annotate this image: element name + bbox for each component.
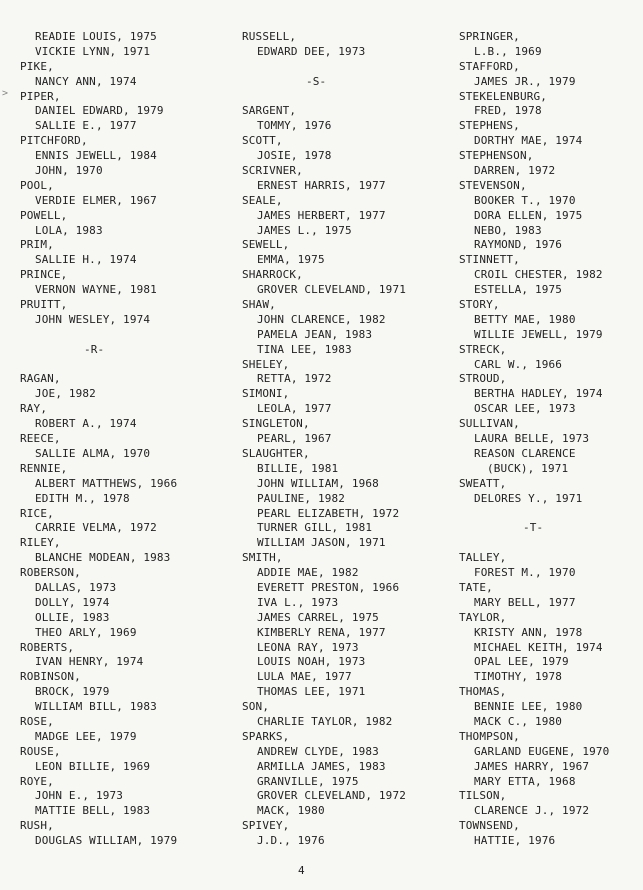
surname-heading: SPIVEY, xyxy=(242,819,290,833)
given-name-entry: IVA L., 1973 xyxy=(257,595,339,609)
surname-heading: PRUITT, xyxy=(20,298,68,312)
column-2 xyxy=(242,30,406,849)
given-name-entry: MACK, 1980 xyxy=(257,804,325,818)
given-name-entry: JAMES CARREL, 1975 xyxy=(257,610,379,624)
given-name-entry: L.B., 1969 xyxy=(474,44,542,58)
surname-heading: TATE, xyxy=(459,580,493,594)
given-name-entry: JOHN WESLEY, 1974 xyxy=(35,312,151,326)
blank-line xyxy=(242,90,406,105)
given-name-entry: NANCY ANN, 1974 xyxy=(35,74,137,88)
given-name-entry: HATTIE, 1976 xyxy=(474,834,556,848)
surname-heading: STROUD, xyxy=(459,372,507,386)
surname-heading: SLAUGHTER, xyxy=(242,446,310,460)
surname-heading: TAYLOR, xyxy=(459,610,507,624)
surname-heading: SHARROCK, xyxy=(242,268,303,282)
given-name-entry: FRED, 1978 xyxy=(474,104,542,118)
given-name-entry: ERNEST HARRIS, 1977 xyxy=(257,178,386,192)
blank-line xyxy=(20,328,177,343)
surname-heading: STEPHENSON, xyxy=(459,149,534,163)
given-name-entry: TURNER GILL, 1981 xyxy=(257,521,373,535)
given-name-entry: LOUIS NOAH, 1973 xyxy=(257,655,366,669)
surname-heading: ROUSE, xyxy=(20,744,61,758)
given-name-entry: ESTELLA, 1975 xyxy=(474,283,563,297)
given-name-entry: BILLIE, 1981 xyxy=(257,461,339,475)
given-name-entry: BERTHA HADLEY, 1974 xyxy=(474,387,603,401)
given-name-entry: LEON BILLIE, 1969 xyxy=(35,759,151,773)
given-name-entry: DANIEL EDWARD, 1979 xyxy=(35,104,164,118)
surname-heading: PIKE, xyxy=(20,59,54,73)
surname-heading: RAGAN, xyxy=(20,372,61,386)
given-name-entry: PEARL ELIZABETH, 1972 xyxy=(257,506,400,520)
given-name-entry: VERDIE ELMER, 1967 xyxy=(35,193,157,207)
section-letter-heading: -T- xyxy=(523,521,544,535)
surname-heading: STEPHENS, xyxy=(459,119,520,133)
surname-heading: STORY, xyxy=(459,298,500,312)
given-name-entry: MADGE LEE, 1979 xyxy=(35,729,137,743)
surname-heading: STINNETT, xyxy=(459,253,520,267)
given-name-entry: WILLIE JEWELL, 1979 xyxy=(474,327,603,341)
surname-heading: SHELEY, xyxy=(242,357,290,371)
given-name-entry: READIE LOUIS, 1975 xyxy=(35,30,157,43)
given-name-entry: JOHN E., 1973 xyxy=(35,789,124,803)
surname-heading: SEWELL, xyxy=(242,238,290,252)
given-name-entry: BETTY MAE, 1980 xyxy=(474,312,576,326)
given-name-entry: KRISTY ANN, 1978 xyxy=(474,625,583,639)
given-name-entry: MATTIE BELL, 1983 xyxy=(35,804,151,818)
given-name-entry: GROVER CLEVELAND, 1971 xyxy=(257,283,406,297)
column-3 xyxy=(459,30,609,849)
surname-heading: PITCHFORD, xyxy=(20,134,88,148)
given-name-entry: REASON CLARENCE xyxy=(474,446,576,460)
given-name-entry: NEBO, 1983 xyxy=(474,223,542,237)
surname-heading: SMITH, xyxy=(242,551,283,565)
surname-heading: PIPER, xyxy=(20,89,61,103)
given-name-entry: DALLAS, 1973 xyxy=(35,580,117,594)
given-name-entry: ROBERT A., 1974 xyxy=(35,417,137,431)
given-name-entry: DORTHY MAE, 1974 xyxy=(474,134,583,148)
surname-heading: SCRIVNER, xyxy=(242,164,303,178)
surname-heading: RAY, xyxy=(20,402,48,416)
given-name-entry: LULA MAE, 1977 xyxy=(257,670,352,684)
given-name-entry: FOREST M., 1970 xyxy=(474,566,576,580)
given-name-entry: MACK C., 1980 xyxy=(474,714,563,728)
given-name-entry: TIMOTHY, 1978 xyxy=(474,670,563,684)
surname-heading: REECE, xyxy=(20,432,61,446)
given-name-entry: ENNIS JEWELL, 1984 xyxy=(35,149,157,163)
surname-heading: SARGENT, xyxy=(242,104,297,118)
given-name-entry: DOLLY, 1974 xyxy=(35,595,110,609)
given-name-entry: BOOKER T., 1970 xyxy=(474,193,576,207)
given-name-entry: GARLAND EUGENE, 1970 xyxy=(474,744,610,758)
blank-line xyxy=(20,358,177,373)
given-name-entry: EDITH M., 1978 xyxy=(35,491,130,505)
given-name-entry: JAMES JR., 1979 xyxy=(474,74,576,88)
given-name-entry: TINA LEE, 1983 xyxy=(257,342,352,356)
given-name-entry: WILLIAM JASON, 1971 xyxy=(257,536,386,550)
surname-heading: ROBERTS, xyxy=(20,640,75,654)
surname-heading: SPRINGER, xyxy=(459,30,520,43)
surname-heading: PRINCE, xyxy=(20,268,68,282)
given-name-entry: MARY ETTA, 1968 xyxy=(474,774,576,788)
given-name-entry: LAURA BELLE, 1973 xyxy=(474,432,590,446)
blank-line xyxy=(242,60,406,75)
surname-heading: RILEY, xyxy=(20,536,61,550)
surname-heading: RUSH, xyxy=(20,819,54,833)
blank-line xyxy=(459,536,609,551)
given-name-entry: THEO ARLY, 1969 xyxy=(35,625,137,639)
given-name-entry: DELORES Y., 1971 xyxy=(474,491,583,505)
surname-heading: SCOTT, xyxy=(242,134,283,148)
given-name-entry: JOHN CLARENCE, 1982 xyxy=(257,312,386,326)
surname-heading: ROYE, xyxy=(20,774,54,788)
surname-heading: TOWNSEND, xyxy=(459,819,520,833)
given-name-entry: LEONA RAY, 1973 xyxy=(257,640,359,654)
surname-heading: ROSE, xyxy=(20,714,54,728)
scan-mark-icon: > xyxy=(2,88,9,99)
given-name-entry: OSCAR LEE, 1973 xyxy=(474,402,576,416)
given-name-entry: JOSIE, 1978 xyxy=(257,149,332,163)
surname-heading: SHAW, xyxy=(242,298,276,312)
given-name-entry: ARMILLA JAMES, 1983 xyxy=(257,759,386,773)
surname-heading: SULLIVAN, xyxy=(459,417,520,431)
given-name-entry: VICKIE LYNN, 1971 xyxy=(35,44,151,58)
given-name-entry: BROCK, 1979 xyxy=(35,685,110,699)
page-number: 4 xyxy=(298,864,305,877)
given-name-entry: DORA ELLEN, 1975 xyxy=(474,208,583,222)
given-name-entry: SALLIE E., 1977 xyxy=(35,119,137,133)
surname-heading: STRECK, xyxy=(459,342,507,356)
given-name-entry: KIMBERLY RENA, 1977 xyxy=(257,625,386,639)
given-name-entry: LEOLA, 1977 xyxy=(257,402,332,416)
given-name-entry: THOMAS LEE, 1971 xyxy=(257,685,366,699)
given-name-entry: OLLIE, 1983 xyxy=(35,610,110,624)
surname-heading: RICE, xyxy=(20,506,54,520)
given-name-entry: CROIL CHESTER, 1982 xyxy=(474,268,603,282)
given-name-entry: RAYMOND, 1976 xyxy=(474,238,563,252)
surname-heading: STEVENSON, xyxy=(459,178,527,192)
given-name-entry: CHARLIE TAYLOR, 1982 xyxy=(257,714,393,728)
surname-heading: PRIM, xyxy=(20,238,54,252)
given-name-entry: GROVER CLEVELAND, 1972 xyxy=(257,789,406,803)
surname-heading: TILSON, xyxy=(459,789,507,803)
surname-heading: ROBINSON, xyxy=(20,670,81,684)
given-name-entry: MICHAEL KEITH, 1974 xyxy=(474,640,603,654)
surname-heading: SPARKS, xyxy=(242,729,290,743)
given-name-entry: VERNON WAYNE, 1981 xyxy=(35,283,157,297)
given-name-entry: JAMES HERBERT, 1977 xyxy=(257,208,386,222)
given-name-entry: CARL W., 1966 xyxy=(474,357,563,371)
given-name-entry: EMMA, 1975 xyxy=(257,253,325,267)
given-name-entry: LOLA, 1983 xyxy=(35,223,103,237)
section-letter-heading: -S- xyxy=(306,74,327,88)
section-letter-heading: -R- xyxy=(84,342,105,356)
surname-heading: STEKELENBURG, xyxy=(459,89,548,103)
given-name-entry: ALBERT MATTHEWS, 1966 xyxy=(35,476,178,490)
given-name-entry: EDWARD DEE, 1973 xyxy=(257,44,366,58)
given-name-entry: RETTA, 1972 xyxy=(257,372,332,386)
surname-heading: STAFFORD, xyxy=(459,59,520,73)
given-name-entry: PAULINE, 1982 xyxy=(257,491,346,505)
given-name-entry: JOHN WILLIAM, 1968 xyxy=(257,476,379,490)
given-name-entry: CARRIE VELMA, 1972 xyxy=(35,521,157,535)
column-1 xyxy=(20,30,177,849)
given-name-entry: OPAL LEE, 1979 xyxy=(474,655,569,669)
given-name-entry: JOE, 1982 xyxy=(35,387,96,401)
given-name-entry: BLANCHE MODEAN, 1983 xyxy=(35,551,171,565)
given-name-entry: J.D., 1976 xyxy=(257,834,325,848)
given-name-entry: SALLIE H., 1974 xyxy=(35,253,137,267)
surname-heading: ROBERSON, xyxy=(20,566,81,580)
surname-heading: POOL, xyxy=(20,178,54,192)
given-name-entry: MARY BELL, 1977 xyxy=(474,595,576,609)
surname-heading: POWELL, xyxy=(20,208,68,222)
given-name-entry: (BUCK), 1971 xyxy=(487,461,569,475)
surname-heading: TALLEY, xyxy=(459,551,507,565)
given-name-entry: PAMELA JEAN, 1983 xyxy=(257,327,373,341)
surname-heading: THOMPSON, xyxy=(459,729,520,743)
surname-heading: SIMONI, xyxy=(242,387,290,401)
given-name-entry: GRANVILLE, 1975 xyxy=(257,774,359,788)
given-name-entry: SALLIE ALMA, 1970 xyxy=(35,446,151,460)
given-name-entry: EVERETT PRESTON, 1966 xyxy=(257,580,400,594)
blank-line xyxy=(459,507,609,522)
surname-heading: SEALE, xyxy=(242,193,283,207)
given-name-entry: PEARL, 1967 xyxy=(257,432,332,446)
given-name-entry: IVAN HENRY, 1974 xyxy=(35,655,144,669)
surname-heading: SWEATT, xyxy=(459,476,507,490)
given-name-entry: DARREN, 1972 xyxy=(474,164,556,178)
given-name-entry: CLARENCE J., 1972 xyxy=(474,804,590,818)
given-name-entry: ANDREW CLYDE, 1983 xyxy=(257,744,379,758)
surname-heading: THOMAS, xyxy=(459,685,507,699)
given-name-entry: JAMES HARRY, 1967 xyxy=(474,759,590,773)
given-name-entry: JOHN, 1970 xyxy=(35,164,103,178)
given-name-entry: TOMMY, 1976 xyxy=(257,119,332,133)
given-name-entry: JAMES L., 1975 xyxy=(257,223,352,237)
given-name-entry: DOUGLAS WILLIAM, 1979 xyxy=(35,834,178,848)
given-name-entry: ADDIE MAE, 1982 xyxy=(257,566,359,580)
surname-heading: SINGLETON, xyxy=(242,417,310,431)
surname-heading: SON, xyxy=(242,700,270,714)
given-name-entry: BENNIE LEE, 1980 xyxy=(474,700,583,714)
given-name-entry: WILLIAM BILL, 1983 xyxy=(35,700,157,714)
surname-heading: RENNIE, xyxy=(20,461,68,475)
surname-heading: RUSSELL, xyxy=(242,30,297,43)
